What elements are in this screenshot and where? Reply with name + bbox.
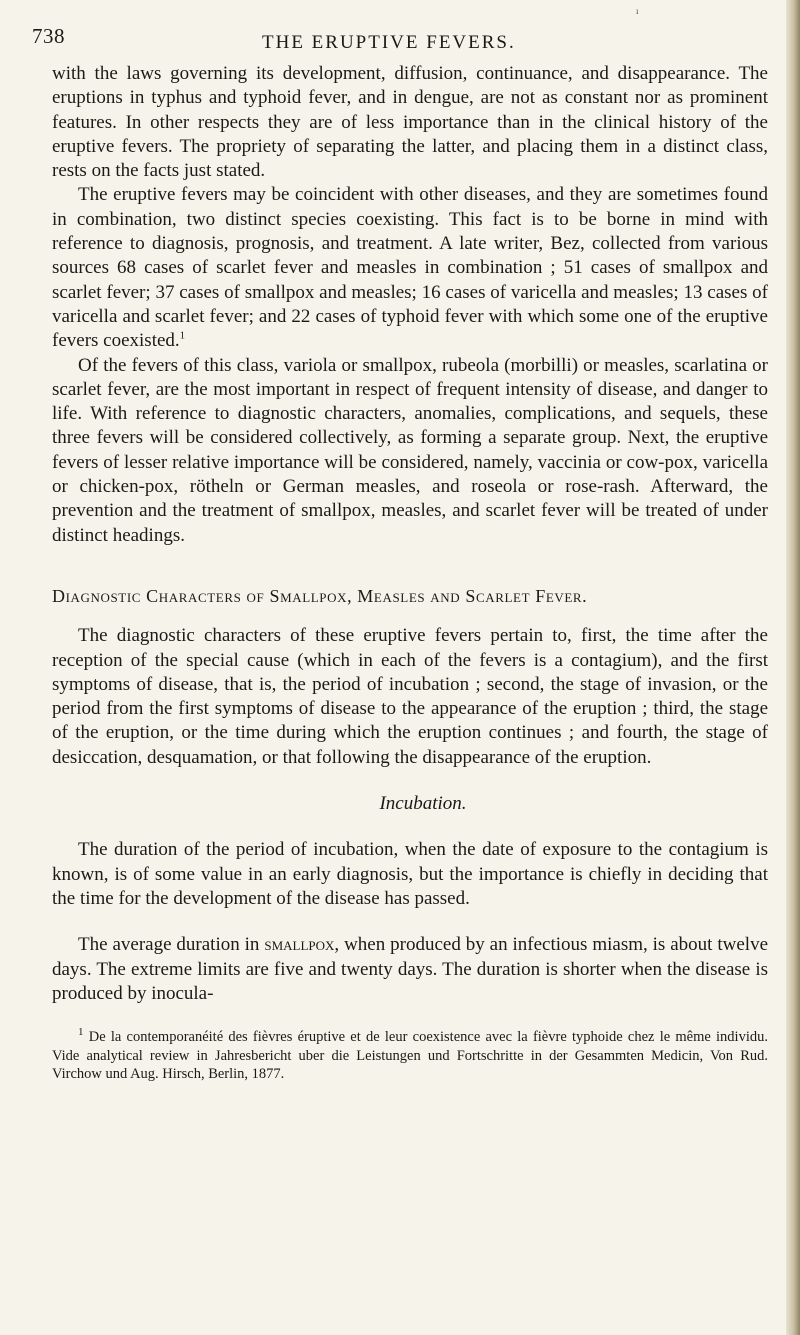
footnote-reference: 1 (179, 329, 186, 342)
footnote-marker: 1 (78, 1026, 84, 1039)
footnote-text: De la contemporanéité des fièvres éruptive et de leur coexistence avec la fièvre typhoide chez le même individu. Vide analytical review in Jahresbericht uber die Leistungen und Fortschritte in der Gesammten Medicin, Von Rud. Virchow und Aug. Hirsch, Berlin, 1877. (52, 1029, 768, 1083)
footnote (52, 1028, 768, 1084)
subheading-incubation: Incubation. (379, 793, 467, 815)
section-paragraph: The diagnostic characters of these eruptive fevers pertain to, first, the time after the reception of the special cause (which in each of the fevers is a contagium), and the first symptoms of disease, that is, the period of incubation ; second, the stage of invasion, or the period from the first symptoms of disease to the appearance of the eruption ; third, the stage of the eruption, or the time during which the eruption continues ; and fourth, the stage of desiccation, desquamation, or that following the disappearance of the eruption. (52, 625, 768, 768)
incubation-paragraph-2: The average duration in smallpox, when produced by an infectious miasm, is about twelve days. The extreme limits are five and twenty days. The duration is shorter when the disease is produced by inocula- (52, 934, 768, 1004)
running-title: THE ERUPTIVE FEVERS. (262, 32, 516, 53)
page-number: 738 (32, 24, 65, 48)
paragraph-3: Of the fevers of this class, variola or smallpox, rubeola (morbilli) or measles, scarlatina or scarlet fever, are the most important in respect of frequent intensity of disease, and danger to life. With reference to diagnostic characters, anomalies, complications, and sequels, these three fevers will be considered collectively, as forming a separate group. Next, the eruptive fevers of lesser relative importance will be considered, namely, vaccinia or cow-pox, varicella or chicken-pox, rötheln or German measles, and roseola or rose-rash. Afterward, the prevention and the treatment of smallpox, measles, and scarlet fever will be treated of under distinct headings. (52, 354, 768, 546)
page-edge-shadow (786, 0, 800, 1335)
paragraph-2-text: The eruptive fevers may be coincident with other diseases, and they are sometimes found in combination, two distinct species coexisting. This fact is to be borne in mind with reference to diagnosis, prognosis, and treatment. A late writer, Bez, collected from various sources 68 cases of scarlet fever and measles in combination ; 51 cases of smallpox and scarlet fever; 37 cases of smallpox and measles; 16 cases of varicella and measles; 13 cases of varicella and scarlet fever; and 22 cases of typhoid fever with which some one of the eruptive fevers coexisted. (52, 184, 768, 352)
paragraph-1: with the laws governing its development, diffusion, continuance, and disappearance. The eruptions in typhus and typhoid fever, and in dengue, are not as constant nor as prominent features. In other respects they are of less importance than in the clinical history of the eruptive fevers. The propriety of separating the latter, and placing them in a distinct class, rests on the facts just stated. (52, 63, 768, 182)
incubation-paragraph-1: The duration of the period of incubation, when the date of exposure to the contagium is known, is of some value in an early diagnosis, but the importance is chiefly in deciding that the time for the development of the disease has passed. (52, 839, 768, 909)
page-body (52, 62, 768, 1084)
smallcaps-term: smallpox (264, 934, 335, 956)
top-mark: ı (636, 6, 639, 16)
section-heading: Diagnostic Characters of Smallpox, Measles and Scarlet Fever. (52, 585, 588, 606)
paragraph-2 (52, 183, 768, 353)
